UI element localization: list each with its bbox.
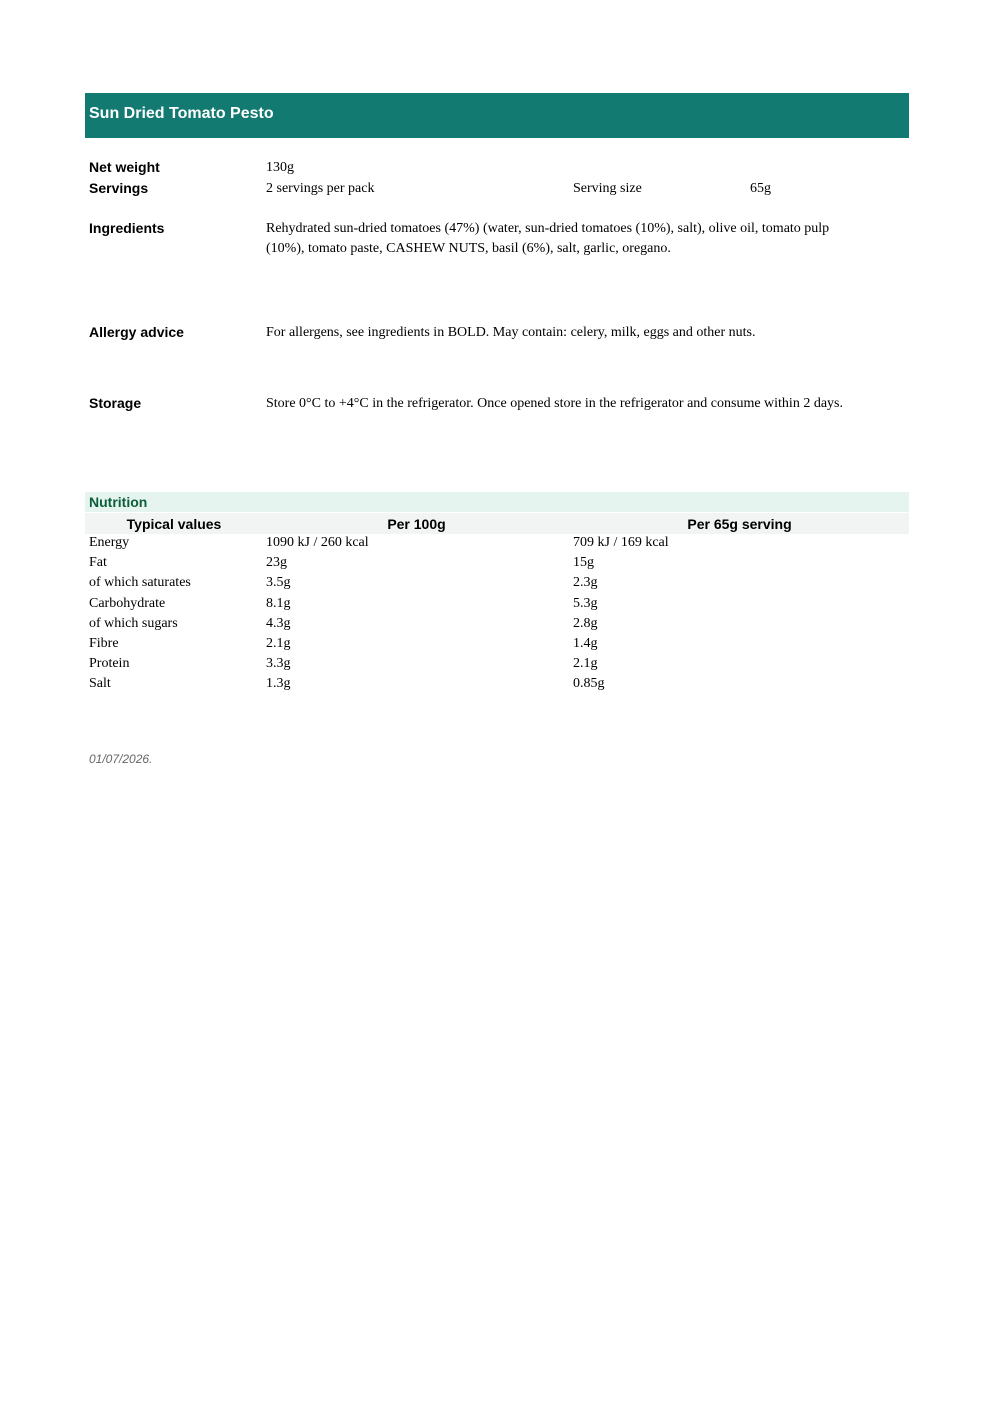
per-serving-value: 1.4g [573, 635, 598, 651]
nutrition-table [85, 534, 909, 696]
table-row [85, 675, 909, 695]
per-100g-value: 4.3g [266, 615, 291, 631]
nutrient-name: Energy [89, 535, 130, 550]
per-100g-value: 1090 kJ / 260 kcal [266, 535, 369, 550]
footer-date: 01/07/2026. [89, 752, 153, 766]
per-serving-value: 5.3g [573, 595, 598, 611]
per-100g-value: 3.5g [266, 575, 291, 591]
nutrient-name: Salt [89, 676, 111, 692]
nutrient-name: Carbohydrate [89, 595, 166, 611]
table-row [85, 635, 909, 655]
nutrient-name: Fat [89, 555, 107, 571]
net-weight-label: Net weight [89, 159, 160, 175]
per-100g-value: 23g [266, 555, 287, 571]
nutrient-name: of which saturates [89, 575, 191, 591]
ingredients-value: Rehydrated sun-dried tomatoes (47%) (water, sun-dried tomatoes (10%), salt), olive oil, tomato pulp (10%), tomato paste, CASHEW NUTS, basil (6%), salt, garlic, oregano. [266, 221, 830, 256]
column-header-per-serving: Per 65g serving [687, 516, 792, 532]
table-row [85, 534, 909, 554]
table-row [85, 615, 909, 635]
table-row [85, 595, 909, 615]
servings-value: 2 servings per pack [266, 181, 375, 196]
ingredients-label: Ingredients [89, 220, 165, 236]
nutrient-name: of which sugars [89, 615, 178, 631]
per-serving-value: 2.3g [573, 575, 598, 591]
allergy-advice-label: Allergy advice [89, 324, 184, 340]
per-serving-value: 709 kJ / 169 kcal [573, 535, 669, 550]
per-serving-value: 0.85g [573, 676, 605, 692]
per-serving-value: 2.8g [573, 615, 598, 631]
per-100g-value: 3.3g [266, 656, 291, 672]
nutrition-column-headers [85, 513, 909, 534]
column-header-typical-values: Typical values [126, 516, 222, 532]
per-serving-value: 15g [573, 555, 594, 571]
allergy-advice-value: For allergens, see ingredients in BOLD. May contain: celery, milk, eggs and other nuts. [266, 325, 756, 340]
table-row [85, 554, 909, 574]
serving-size-label: Serving size [573, 181, 642, 196]
nutrition-header [85, 492, 909, 512]
nutrient-name: Fibre [89, 635, 119, 651]
table-row [85, 574, 909, 594]
storage-label: Storage [89, 395, 142, 411]
per-100g-value: 8.1g [266, 595, 291, 611]
column-header-per-100g: Per 100g [387, 516, 446, 532]
title-bar [85, 93, 909, 138]
per-serving-value: 2.1g [573, 656, 598, 672]
nutrient-name: Protein [89, 656, 130, 672]
product-title: Sun Dried Tomato Pesto [89, 105, 274, 122]
storage-value: Store 0°C to +4°C in the refrigerator. Once opened store in the refrigerator and consume within 2 days. [266, 396, 843, 411]
per-100g-value: 1.3g [266, 676, 291, 692]
servings-label: Servings [89, 180, 149, 196]
serving-size-value: 65g [750, 181, 771, 196]
table-row [85, 655, 909, 675]
net-weight-value: 130g [266, 160, 294, 175]
per-100g-value: 2.1g [266, 635, 291, 651]
nutrition-title: Nutrition [89, 494, 148, 510]
